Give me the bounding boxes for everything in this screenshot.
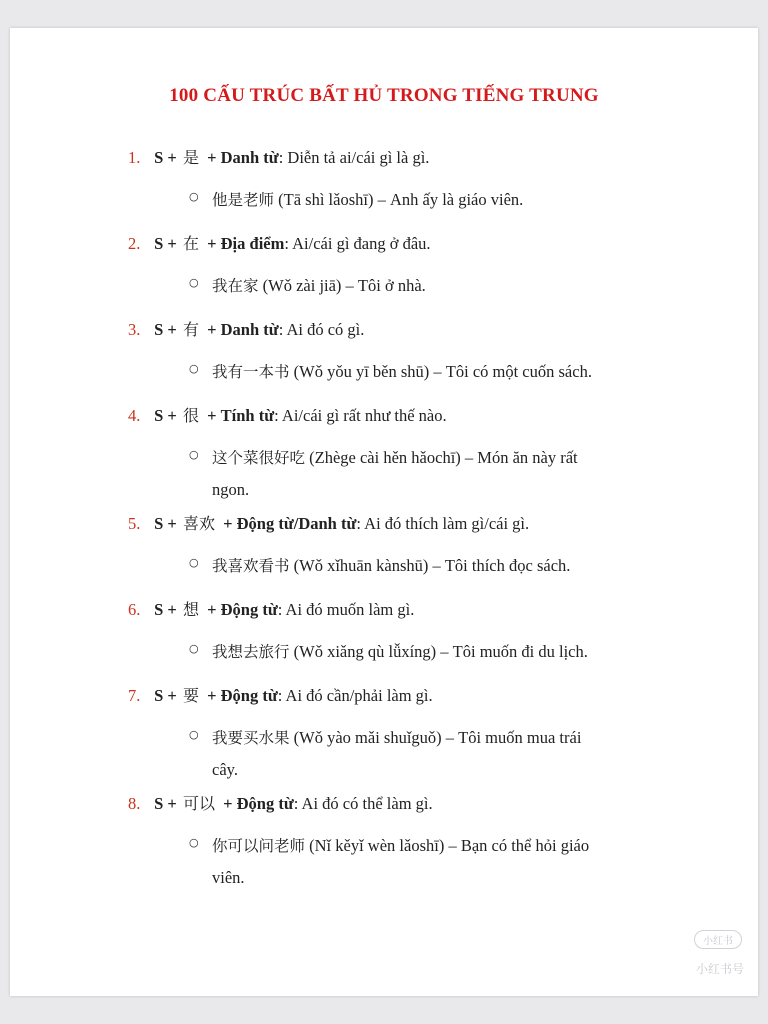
example-translation: (Wǒ zài jiā) – Tôi ở nhà. [258, 276, 426, 295]
bullet-icon: ○ [189, 556, 199, 569]
chinese-keyword: 在 [182, 234, 199, 253]
structure-heading-3 [128, 317, 364, 340]
item-number: 3. [128, 320, 141, 339]
example-chinese: 这个菜很好吃 [212, 449, 306, 467]
item-number: 8. [128, 794, 141, 813]
example-translation: (Tā shì lǎoshī) – Anh ấy là giáo viên. [274, 190, 524, 209]
structure-description: : Ai đó muốn làm gì. [277, 600, 415, 619]
chinese-keyword: 喜欢 [182, 514, 215, 533]
grammar-term: + Tính từ [207, 406, 275, 425]
subject-label: S + [154, 514, 177, 533]
example-continuation: ngon. [212, 480, 250, 499]
structure-heading-6 [128, 597, 414, 620]
example-translation: (Nǐ kěyǐ wèn lǎoshī) – Bạn có thể hỏi giáo [305, 836, 590, 855]
bullet-icon: ○ [189, 728, 199, 741]
item-number: 5. [128, 514, 141, 533]
example-continuation: cây. [212, 760, 238, 779]
structure-description: : Ai đó có gì. [278, 320, 365, 339]
grammar-term: + Động từ [207, 600, 278, 619]
chinese-keyword: 很 [182, 406, 199, 425]
structure-heading-8 [128, 791, 433, 814]
grammar-term: + Danh từ [207, 148, 279, 167]
subject-label: S + [154, 600, 177, 619]
page-title: 100 CẤU TRÚC BẤT HỦ TRONG TIẾNG TRUNG [169, 85, 599, 106]
subject-label: S + [154, 794, 177, 813]
subject-label: S + [154, 686, 177, 705]
structure-heading-1 [128, 145, 429, 168]
example-chinese: 我有一本书 [212, 363, 290, 381]
structure-description: : Diễn tả ai/cái gì là gì. [278, 148, 430, 167]
grammar-term: + Động từ [207, 686, 278, 705]
watermark-text: 小红书号 [695, 962, 744, 976]
example-chinese: 我在家 [212, 277, 259, 295]
bullet-icon: ○ [189, 642, 199, 655]
item-number: 6. [128, 600, 141, 619]
example-chinese: 我要买水果 [212, 729, 290, 747]
chinese-keyword: 要 [182, 686, 199, 705]
structure-heading-2 [128, 231, 431, 254]
structure-heading-4 [128, 403, 447, 426]
structure-heading-7 [128, 683, 433, 706]
structure-description: : Ai/cái gì đang ở đâu. [284, 234, 431, 253]
example-chinese: 他是老师 [212, 191, 275, 209]
example-translation: (Wǒ xiǎng qù lǚxíng) – Tôi muốn đi du lịch. [289, 642, 588, 661]
bullet-icon: ○ [189, 276, 199, 289]
grammar-term: + Địa điểm [207, 234, 285, 253]
grammar-term: + Động từ/Danh từ [223, 514, 357, 533]
structure-heading-5 [128, 511, 529, 534]
chinese-keyword: 可以 [182, 794, 215, 813]
example-translation: (Wǒ xǐhuān kànshū) – Tôi thích đọc sách. [289, 556, 571, 575]
structure-description: : Ai đó có thể làm gì. [293, 794, 433, 813]
example-translation: (Wǒ yǒu yī běn shū) – Tôi có một cuốn sách. [289, 362, 592, 381]
example-translation: (Zhège cài hěn hǎochī) – Món ăn này rất [305, 448, 578, 467]
structure-description: : Ai/cái gì rất như thế nào. [274, 406, 447, 425]
subject-label: S + [154, 148, 177, 167]
structure-description: : Ai đó thích làm gì/cái gì. [356, 514, 530, 533]
grammar-term: + Danh từ [207, 320, 279, 339]
item-number: 2. [128, 234, 141, 253]
bullet-icon: ○ [189, 836, 199, 849]
example-translation: (Wǒ yào mǎi shuǐguǒ) – Tôi muốn mua trái [289, 728, 582, 747]
item-number: 1. [128, 148, 141, 167]
item-number: 4. [128, 406, 141, 425]
structure-description: : Ai đó cần/phải làm gì. [277, 686, 433, 705]
watermark-badge: 小红书 [694, 930, 742, 949]
bullet-icon: ○ [189, 448, 199, 461]
subject-label: S + [154, 320, 177, 339]
document-page [10, 28, 758, 996]
example-continuation: viên. [212, 868, 245, 887]
grammar-term: + Động từ [223, 794, 294, 813]
example-chinese: 你可以问老师 [212, 837, 306, 855]
example-chinese: 我想去旅行 [212, 643, 290, 661]
bullet-icon: ○ [189, 362, 199, 375]
chinese-keyword: 想 [182, 600, 199, 619]
example-chinese: 我喜欢看书 [212, 557, 290, 575]
bullet-icon: ○ [189, 190, 199, 203]
chinese-keyword: 是 [182, 148, 199, 167]
item-number: 7. [128, 686, 141, 705]
subject-label: S + [154, 406, 177, 425]
chinese-keyword: 有 [182, 320, 199, 339]
subject-label: S + [154, 234, 177, 253]
